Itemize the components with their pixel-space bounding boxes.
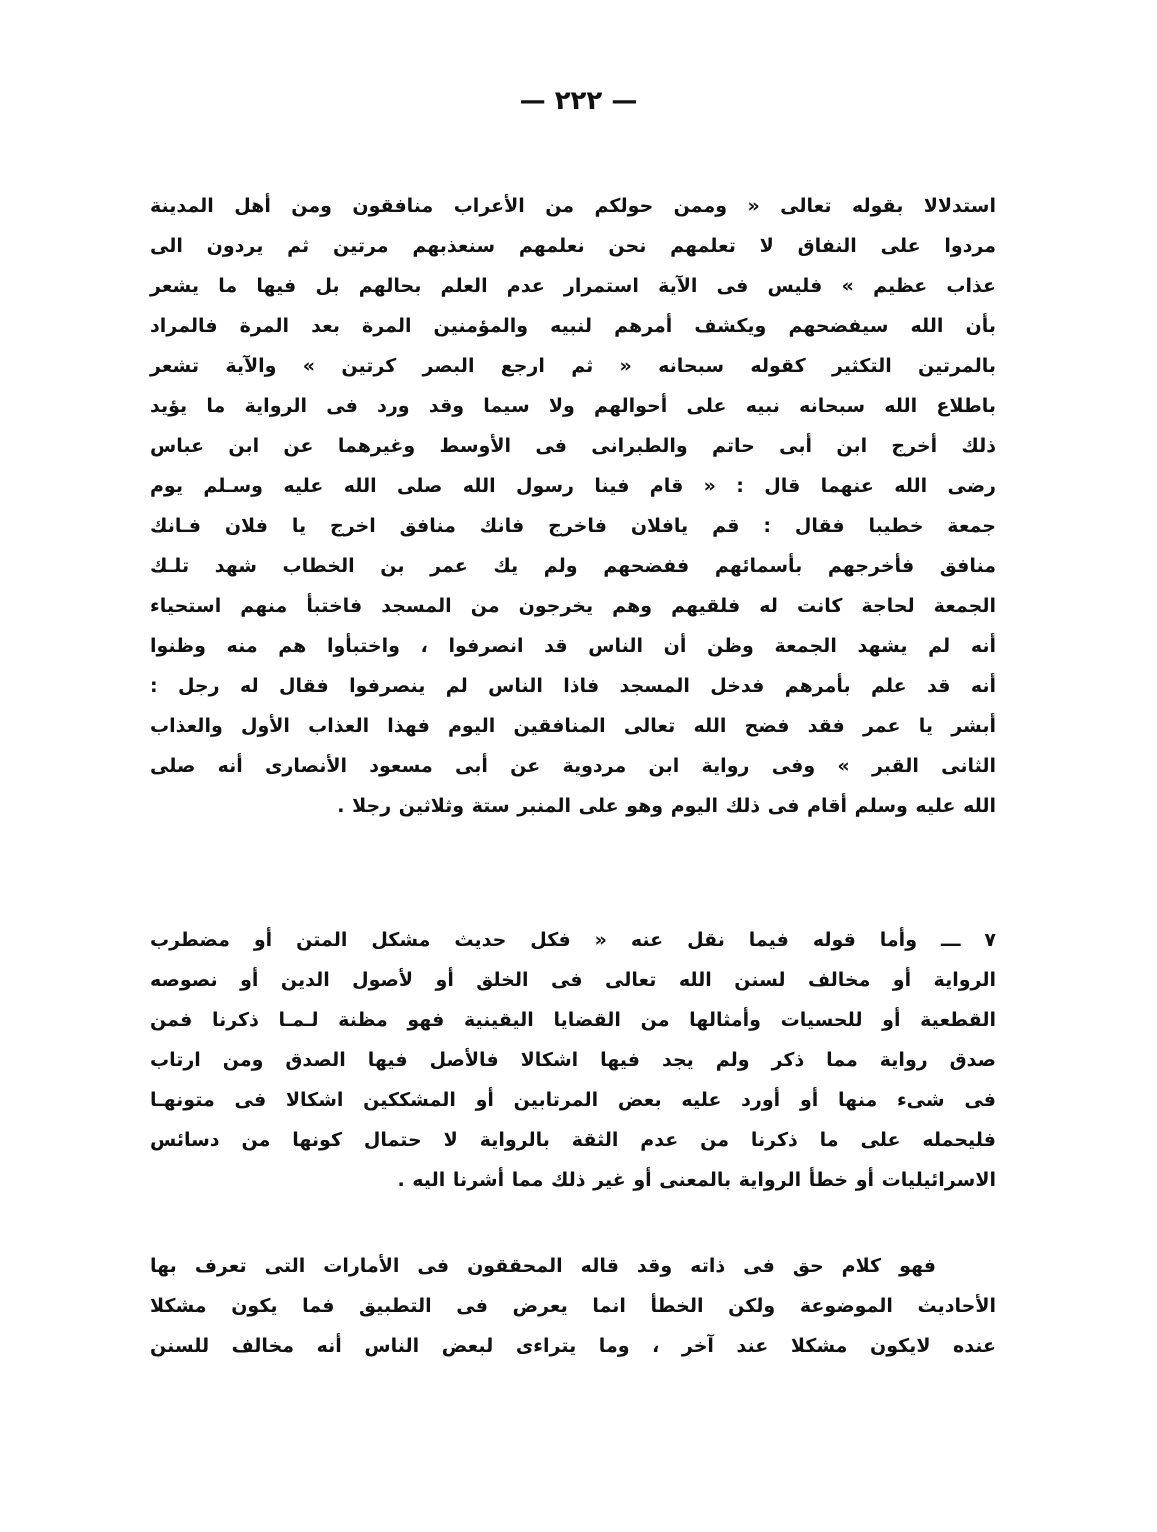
text-line: فى شىء منها أو أورد عليه بعض المرتابين أو المشككين اشكالا فى متونهـا — [150, 1089, 996, 1111]
text-line: الاسرائيليات أو خطأ الرواية بالمعنى أو غير ذلك مما أشرنا اليه . — [397, 1169, 996, 1191]
paragraph-3 — [150, 1246, 996, 1366]
text-line: بأن الله سيفضحهم ويكشف أمرهم لنبيه والمؤمنين المرة بعد المرة فالمراد — [150, 315, 996, 337]
text-line: رضى الله عنهما قال : « قام فينا رسول الله صلى الله عليه وسـلم يوم — [150, 475, 996, 497]
text-line: عنده لايكون مشكلا عند آخر ، وما يتراءى لبعض الناس أنه مخالف للسنن — [150, 1335, 996, 1357]
page-number: — ٢٢٢ — — [519, 86, 638, 116]
text-line: الله عليه وسلم أقام فى ذلك اليوم وهو على المنبر ستة وثلاثين رجلا . — [337, 795, 996, 817]
text-line: الثانى القبر » وفى رواية ابن مردوية عن أبى مسعود الأنصارى أنه صلى — [150, 755, 996, 777]
text-line: مردوا على النفاق لا تعلمهم نحن نعلمهم سنعذبهم مرتين ثم يردون الى — [150, 235, 996, 257]
paragraph-1 — [150, 186, 996, 826]
paragraph-2 — [150, 920, 996, 1200]
text-line: الأحاديث الموضوعة ولكن الخطأ انما يعرض فى التطبيق فما يكون مشكلا — [150, 1295, 996, 1317]
text-line: فهو كلام حق فى ذاته وقد قاله المحققون فى الأمارات التى تعرف بها — [150, 1255, 936, 1277]
text-line: القطعية أو للحسيات وأمثالها من القضايا اليقينية فهو مظنة لـمـا ذكرنا فمن — [150, 1009, 996, 1031]
text-line: الرواية أو مخالف لسنن الله تعالى فى الخلق أو لأصول الدين أو نصوصه — [150, 969, 996, 991]
text-line: فليحمله على ما ذكرنا من عدم الثقة بالرواية لا حتمال كونها من دسائس — [150, 1129, 996, 1151]
text-line: أنه لم يشهد الجمعة وظن أن الناس قد انصرفوا ، واختبأوا هم منه وظنوا — [150, 635, 996, 657]
text-line: أنه قد علم بأمرهم فدخل المسجد فاذا الناس لم ينصرفوا فقال له رجل : — [150, 675, 996, 697]
text-line: ذلك أخرج ابن أبى حاتم والطبرانى فى الأوسط وغيرهما عن ابن عباس — [150, 435, 996, 457]
text-line: استدلالا بقوله تعالى « وممن حولكم من الأعراب منافقون ومن أهل المدينة — [150, 195, 996, 217]
text-line: بالمرتين التكثير كقوله سبحانه « ثم ارجع البصر كرتين » والآية تشعر — [150, 355, 996, 377]
text-line: الجمعة لحاجة كانت له فلقيهم وهم يخرجون من المسجد فاختبأ منهم استحياء — [150, 595, 996, 617]
text-line: باطلاع الله سبحانه نبيه على أحوالهم ولا سيما وقد ورد فى الرواية ما يؤيد — [150, 395, 996, 417]
text-line: ٧ ـــ وأما قوله فيما نقل عنه « فكل حديث مشكل المتن أو مضطرب — [150, 929, 996, 951]
text-line: جمعة خطيبا فقال : قم يافلان فاخرج فانك منافق اخرج يا فلان فـانك — [150, 515, 996, 537]
text-line: صدق رواية مما ذكر ولم يجد فيها اشكالا فالأصل فيها الصدق ومن ارتاب — [150, 1049, 996, 1071]
text-line: أبشر يا عمر فقد فضح الله تعالى المنافقين اليوم فهذا العذاب الأول والعذاب — [150, 715, 996, 737]
text-line: عذاب عظيم » فليس فى الآية استمرار عدم العلم بحالهم بل فيها ما يشعر — [150, 275, 996, 297]
text-line: منافق فأخرجهم بأسمائهم ففضحهم ولم يك عمر بن الخطاب شهد تلـك — [150, 555, 996, 577]
